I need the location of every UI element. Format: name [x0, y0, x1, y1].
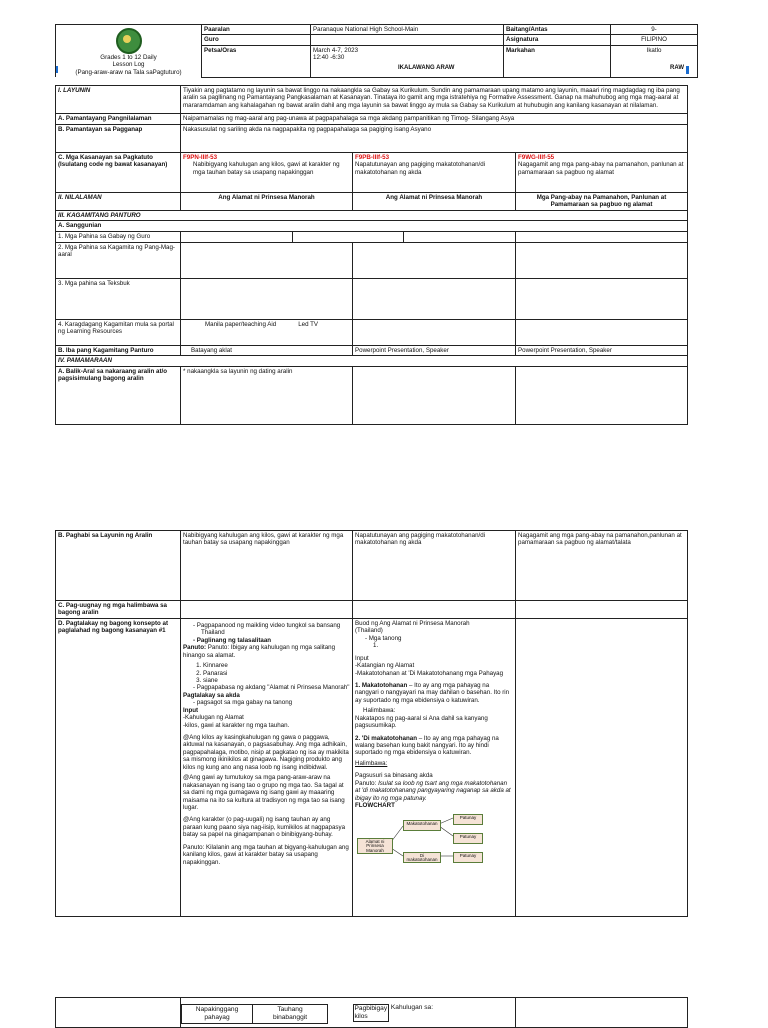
- day-header-right: RAW: [670, 65, 684, 71]
- pagsusuri: Pagsusuri sa binasang akda: [355, 772, 433, 780]
- manila-paper: Manila paper/teaching Aid: [205, 320, 277, 328]
- panuto-2: Panuto: Kilalanin ang mga tauhan at bigyang-kahulugan ang kanilang kilos, gawi at karakter batay sa usapang napakinggan.: [183, 843, 349, 866]
- flowchart-label: FLOWCHART: [355, 802, 395, 810]
- log-title-1: Grades 1 to 12 Daily: [100, 54, 157, 61]
- header-table: [55, 24, 698, 78]
- led-tv: Led TV: [298, 320, 319, 328]
- pagganap-label: B. Pamantayan sa Pagganap: [56, 125, 181, 153]
- connector-3: [439, 818, 453, 824]
- kahulugan-sa: Kahulugan sa:: [390, 1004, 434, 1011]
- pagtalakay-col-1: [181, 618, 353, 916]
- tanong-list: [355, 635, 513, 642]
- baitang-label: Baitang/Antas: [504, 25, 611, 35]
- panuto-3b: Isulat sa loob ng tsart ang mga makatotohanan at 'di makatotohanang pangyayaring naganap sa akda at ibigay ito ng mga patunay.: [355, 779, 511, 802]
- kasanayan-col-2: [353, 153, 516, 193]
- iba-col-3: Powerpoint Presentation, Speaker: [516, 345, 688, 355]
- asignatura-value: FILIPINO: [611, 35, 698, 45]
- kasanayan-col-1: [181, 153, 353, 193]
- pu-col-1: [181, 601, 353, 619]
- pu-col-2: [353, 601, 516, 619]
- paaralan-value: Paranaque National High School-Main: [311, 25, 504, 35]
- nilalaman-col-2: Ang Alamat ni Prinsesa Manorah: [353, 193, 516, 211]
- flow-center: Alamat ni Prinsesa Manorah: [357, 838, 393, 854]
- video-item: - Pagpapanood ng maikling video tungkol sa bansang Thailand: [201, 622, 350, 637]
- panuto-3a: Panuto:: [355, 779, 379, 787]
- h3-line1: Pagbibigay: [354, 1005, 388, 1012]
- input-label-1: Input: [183, 706, 199, 714]
- panuto-3: [355, 780, 513, 802]
- tauhang-header: [253, 1005, 328, 1024]
- markahan-label: Markahan: [504, 45, 611, 77]
- nilalaman-label: II. NILALAMAN: [56, 193, 181, 211]
- pagsagot-list: [183, 699, 350, 706]
- layunin-label: I. LAYUNIN: [56, 86, 181, 114]
- buod: Buod ng Ang Alamat ni Prinsesa Manorah: [355, 619, 470, 627]
- iba-label: B. Iba pang Kagamitang Panturo: [56, 345, 181, 355]
- dimak-text: – Ito ay ang mga pahayag na walang basehan kung bakit nangyari. Ito ay hindi suportado ng mga ebidensiya o katuwiran.: [355, 734, 499, 757]
- lesson-table: [55, 85, 688, 425]
- panuto-1-text: Panuto: Ibigay ang kahulugan ng mga salitang hinango sa alamat.: [183, 644, 336, 659]
- pagsagot-item: - pagsagot sa mga gabay na tanong: [201, 699, 350, 706]
- petsa-label: Petsa/Oras: [202, 45, 311, 77]
- pangnilalaman-text: Naipamamalas ng mag-aaral ang pag-unawa at pagpapahalaga sa mga akdang pampanitikan ng Timog- Silangang Asya: [181, 114, 688, 125]
- petsa-time: 12:40 -6:30: [313, 54, 345, 62]
- input-1a: -Kahulugan ng Alamat: [183, 714, 244, 722]
- nilalaman-col-3: Mga Pang-abay na Pamanahon, Panlunan at Pamamaraan sa pagbuo ng alamat: [516, 193, 688, 211]
- balik-col-2: [353, 366, 516, 424]
- page3-label: [56, 998, 181, 1028]
- kasanayan-label: C. Mga Kasanayan sa Pagkatuto (Isulatang code ng bawat kasanayan): [56, 153, 181, 193]
- pu-col-3: [516, 601, 688, 619]
- layunin-text: Tiyakin ang pagtatamo ng layunin sa bawat linggo na nakaangkla sa Gabay sa Kurikulum. Sundin ang pamamaraan upang matamo ang layunin, maaari ring magdagdag ng iba pang aralin sa pagllinang ng Pamantayang Pangkasalaman at Kasanayan. Tinataya ito gamit ang mga istratehiya ng Formative Assessment. Ganap na mahuhubog ang mga mag-aaral at mararamdaman ang kahalagahan ng bawat aralin dahil ang mga layunin sa bawat linggo ay mula sa Gabay sa Kurikulum at huhubugin ang kanilang kasanayan at nilalaman.: [181, 86, 688, 114]
- teks-col-1: [181, 278, 353, 319]
- connector-4: [439, 826, 453, 836]
- makatotohanan-def: [355, 682, 513, 704]
- karagdagang-label: 4. Karagdagang Kagamitan mula sa portal ng Learning Resources: [56, 319, 181, 345]
- code-3: F9WG-IIIf-55: [518, 154, 555, 161]
- balik-label: A. Balik-Aral sa nakaraang aralin at/o pagsisimulang bagong aralin: [56, 366, 181, 424]
- sanggunian-label: A. Sanggunian: [56, 221, 688, 231]
- nilalaman-col-1: Ang Alamat ni Prinsesa Manorah: [181, 193, 353, 211]
- gabay-guro-col-3: [516, 231, 688, 242]
- h2-line1: Tauhang: [277, 1006, 303, 1013]
- kmag-col-2: [353, 242, 516, 278]
- mak-text: – Ito ay ang mga pahayag na nangyari o nangyayari na may dahilan o basehan. Ito rin ay suportado ng mga ebidensiya o katuwiran.: [355, 681, 510, 704]
- flow-makatotohanan: Makatotohanan: [403, 820, 441, 831]
- thailand: (Thailand): [355, 627, 383, 635]
- page3-col-1: [181, 998, 353, 1028]
- paaralan-label: Paaralan: [202, 25, 311, 35]
- panuto-1: Panuto: Panuto: Ibigay ang kahulugan ng mga salitang hinango sa alamat.: [183, 644, 336, 659]
- word-2: 2. Panarasi: [203, 670, 350, 677]
- teksbuk-label: 3. Mga pahina sa Teksbuk: [56, 278, 181, 319]
- gabay-sub-2: [292, 232, 403, 242]
- karag-col-3: [516, 319, 688, 345]
- flow-di-makatotohanan: Di makatotohanan: [403, 852, 441, 863]
- paghabi-col-2: Napatutunayan ang pagiging makatotohanan/di makatotohanan ng akda: [353, 531, 516, 601]
- pagtalakay-col-2: [353, 618, 516, 916]
- h1-line1: Napakinggang: [195, 1006, 239, 1013]
- page2-table: [55, 530, 688, 917]
- input-2b: -Makatotohanan at 'Di Makatotohanang mga Pahayag: [355, 669, 504, 677]
- gabay-guro-cells: [181, 231, 516, 242]
- pagbibigay-header: [353, 1004, 390, 1022]
- napakinggang-header: [182, 1005, 253, 1024]
- kasanayan-text-1: Nabibigyang kahulugan ang kilos, gawi at karakter ng mga tauhan batay sa usapang napakinggan: [193, 161, 340, 176]
- flowchart: [355, 814, 513, 874]
- petsa-value: [311, 45, 504, 77]
- tanong-num: 1.: [373, 642, 379, 650]
- input-2a: -Katangian ng Alamat: [355, 662, 415, 670]
- di-makatotohanan-def: [355, 735, 513, 757]
- log-title-3: (Pang-araw-araw na Tala saPagtuturo): [75, 68, 182, 76]
- page3-col-3: [516, 998, 688, 1028]
- pamamaraan-label: IV. PAMAMARAAN: [56, 356, 688, 366]
- pangnilalaman-label: A. Pamantayang Pangnilalaman: [56, 114, 181, 125]
- mak-title: 1. Makatotohanan: [355, 681, 408, 689]
- page3-table: [55, 997, 688, 1028]
- pag-uugnay-label: C. Pag-uugnay ng mga halimbawa sa bagong aralin: [56, 601, 181, 619]
- word-1: 1. Kinnaree: [203, 662, 350, 669]
- guro-label: Guro: [202, 35, 311, 45]
- page3-col-2: [353, 998, 516, 1028]
- karagdagang-col-1: [181, 319, 353, 345]
- flow-patunay-1: Patunay: [453, 814, 483, 825]
- gawi-def: @Ang gawi ay tumutukoy sa mga pang-araw-araw na nakasanayan ng isang tao o grupo ng mga tao. Sa tagal at sa dami ng mga gumagawa ng isang gawi ay maaaring maisama na ito sa kultura at tradisyon ng mga tao sa isang lugar.: [183, 774, 345, 811]
- balik-col-3: [516, 366, 688, 424]
- gabay-sub-3: [404, 232, 515, 242]
- h3-line2: kilos: [354, 1012, 368, 1020]
- dimak-title: 2. 'Di makatotohanan: [355, 734, 417, 742]
- balik-text: * nakaangkla sa layunin ng dating aralin: [181, 366, 353, 424]
- day-header: IKALAWANG ARAW: [398, 65, 455, 71]
- kagamitan-mag-aaral-label: 2. Mga Pahina sa Kagamita ng Pang-Mag-aaral: [56, 242, 181, 278]
- iba-col-1: Batayang aklat: [181, 345, 353, 355]
- code-2: F9PB-IIIf-53: [355, 154, 390, 161]
- day-bar-right: [686, 66, 689, 74]
- kahulugan-header: [181, 1004, 328, 1024]
- guro-value: [311, 35, 504, 45]
- halimbawa-2: Halimbawa:: [355, 759, 388, 767]
- input-1b: -kilos, gawi at karakter ng mga tauhan.: [183, 721, 290, 729]
- talasalitaan-item: - Paglinang ng talasalitaan: [201, 637, 350, 644]
- code-1: F9PN-IIIf-53: [183, 154, 218, 161]
- gabay-guro-subtable: [181, 232, 515, 242]
- pagpapabasa-item: - Pagpapabasa ng akdang "Alamat ni Prinsesa Manorah": [201, 684, 350, 691]
- kmag-col-3: [516, 242, 688, 278]
- words-list: [183, 662, 350, 684]
- day-bar-left: [56, 66, 58, 73]
- asignatura-label: Asignatura: [504, 35, 611, 45]
- pagtalakay-akda: Pagtalakay sa akda: [183, 691, 240, 699]
- pagganap-text: Nakasusulat ng sariling akda na nagpapakita ng pagpapahalaga sa pagiging isang Asyano: [181, 125, 688, 153]
- karag-col-2: [353, 319, 516, 345]
- pagpapabasa-list: [183, 684, 350, 691]
- baitang-value: 9-: [611, 25, 698, 35]
- log-title-2: Lesson Log: [112, 61, 145, 69]
- teks-col-3: [516, 278, 688, 319]
- kilos-def: @Ang kilos ay kasingkahulugan ng gawa o paggawa, aktuwal na kasanayan, o pagsasabuhay. Ang mga adhikain, pagpapahalaga, motibo, nisip at pagkatao ng isa ay makikita sa mismong ikinikilos at ginagawa. Nagiging produkto ang kilos ng kung ano ang nasa loob ng isang indibidwal.: [183, 734, 349, 771]
- pagtalakay-label: D. Pagtalakay ng bagong konsepto at paglalahad ng bagong kasanayan #1: [56, 618, 181, 916]
- pagtalakay-col-3: [516, 618, 688, 916]
- deped-logo: [116, 28, 142, 54]
- markahan-value: Ikatlo: [611, 45, 698, 77]
- input-label-2: Input: [355, 654, 369, 662]
- intro-list: [183, 622, 350, 644]
- logo-cell: [56, 25, 202, 78]
- teks-col-2: [353, 278, 516, 319]
- flow-patunay-2: Patunay: [453, 833, 483, 844]
- halimbawa-1: Halimbawa:: [363, 707, 396, 715]
- word-3: 3. siane: [203, 677, 350, 684]
- karakter-def: @Ang karakter (o pag-uugali) ng isang tauhan ay ang paraan kung paano siya nag-iisip, kumikilos at nagpapasya batay sa papel na ginagampanan o binibigyang-buhay.: [183, 816, 346, 839]
- kasanayan-col-3: [516, 153, 688, 193]
- ex-1: Nakatapos ng pag-aaral si Ana dahil sa kanyang pagsusumikap.: [355, 714, 488, 730]
- paghabi-col-3: Nagagamit ang mga pang-abay na pamanahon,panlunan at pamamaraan sa pagbuo ng alamat/talata: [516, 531, 688, 601]
- kasanayan-text-3: Nagagamit ang mga pang-abay na pamanahon, panlunan at pamamaraan sa pagbuo ng alamat: [518, 161, 684, 176]
- gabay-sub-1: [181, 232, 292, 242]
- kasanayan-text-2: Napatutunayan ang pagiging makatotohanan/di makatotohanan ng akda: [355, 161, 486, 176]
- paghabi-label: B. Paghabi sa Layunin ng Aralin: [56, 531, 181, 601]
- iba-col-2: Powerpoint Presentation, Speaker: [353, 345, 516, 355]
- gabay-guro-label: 1. Mga Pahina sa Gabay ng Guro: [56, 231, 181, 242]
- flow-patunay-3: Patunay: [453, 852, 483, 863]
- mga-tanong: - Mga tanong: [373, 635, 513, 642]
- h2-line2: binabanggit: [272, 1013, 308, 1021]
- paghabi-col-1: Nabibigyang kahulugan ang kilos, gawi at karakter ng mga tauhan batay sa usapang napakinggan: [181, 531, 353, 601]
- petsa-date: March 4-7, 2023: [313, 46, 359, 54]
- h1-line2: pahayag: [204, 1013, 230, 1021]
- kmag-col-1: [181, 242, 353, 278]
- kagamitan-label: III. KAGAMITANG PANTURO: [56, 211, 688, 221]
